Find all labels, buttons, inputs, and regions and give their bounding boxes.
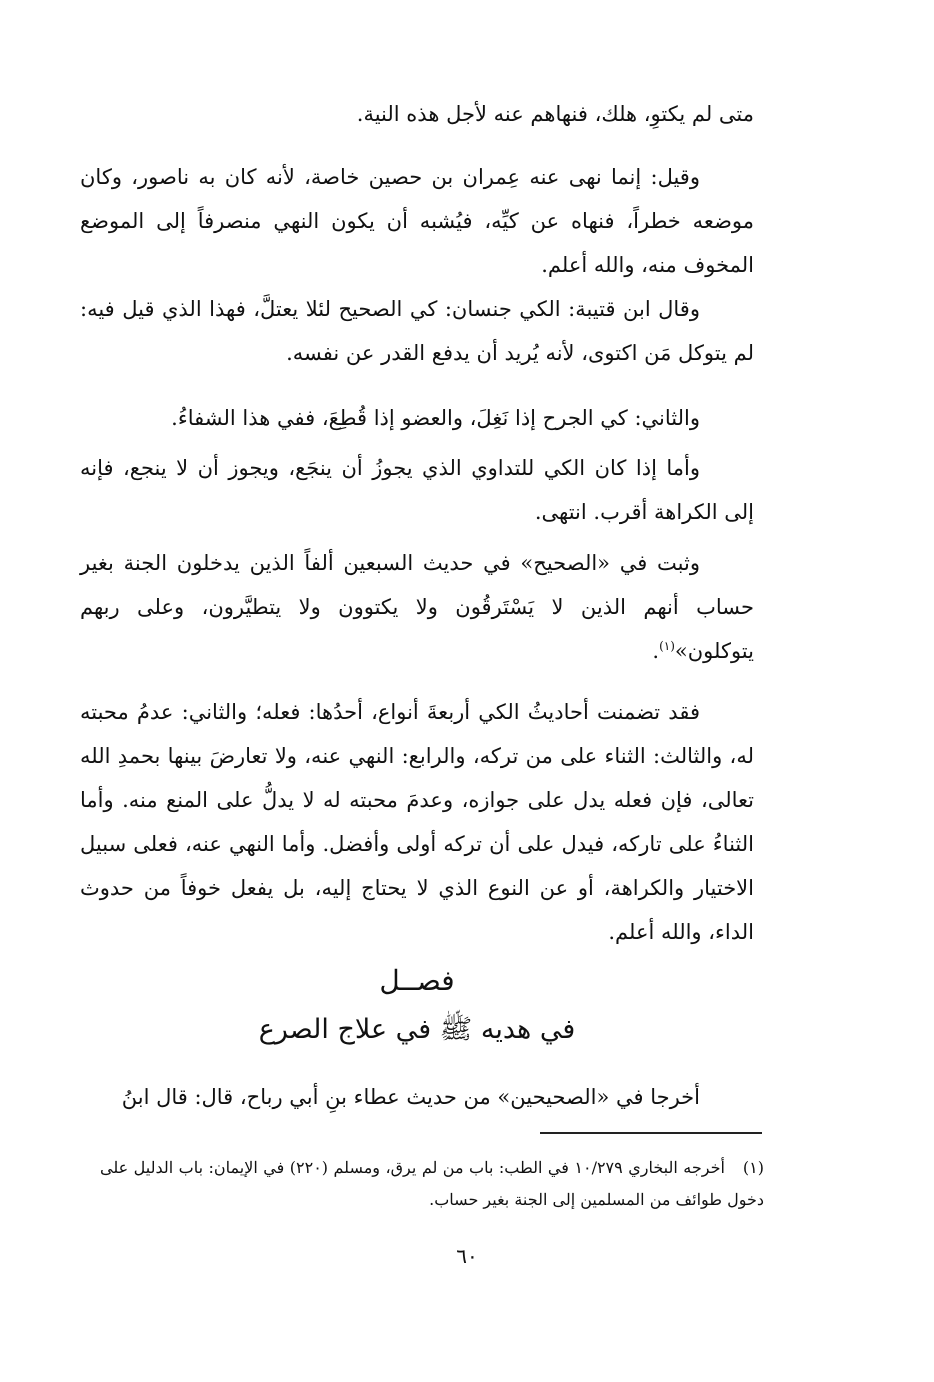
footnote-reference: (١) <box>659 639 675 653</box>
section-subtitle: في هديه ﷺ في علاج الصرع <box>258 1014 576 1045</box>
paragraph-ibn-qutaybah: وقال ابن قتيبة: الكي جنسان: كي الصحيح لئلا يعتلَّ، فهذا الذي قيل فيه: لم يتوكل مَن اكتوى، لأنه يُريد أن يدفع القدر عن نفسه. <box>80 297 754 365</box>
paragraph-epilepsy-hadith: أخرجا في «الصحيحين» من حديث عطاء بنِ أبي رباح، قال: قال ابنُ <box>121 1085 700 1109</box>
paragraph-continuation: متى لم يكتوِ، هلك، فنهاهم عنه لأجل هذه النية. <box>356 102 754 126</box>
paragraph-treatment-cautery: وأما إذا كان الكي للتداوي الذي يجوزُ أن ينجَع، ويجوز أن لا ينجع، فإنه إلى الكراهة أقرب. انتهى. <box>80 456 754 524</box>
section-title: فصــل <box>379 964 455 997</box>
footnote-text: أخرجه البخاري ١٠/٢٧٩ في الطب: باب من لم يرق، ومسلم (٢٢٠) في الإيمان: باب الدليل على دخول طوائف من المسلمين إلى الجنة بغير حساب. <box>100 1158 764 1209</box>
paragraph-seventy-thousand-text: وثبت في «الصحيح» في حديث السبعين ألفاً الذين يدخلون الجنة بغير حساب أنهم الذين لا يَسْتَرقُون ولا يكتوون ولا يتطيَّرون، وعلى ربهم يتوكلون» <box>80 551 754 663</box>
paragraph-second-type: والثاني: كي الجرح إذا نَغِلَ، والعضو إذا قُطِعَ، ففي هذا الشفاءُ. <box>171 406 700 430</box>
paragraph-four-types: فقد تضمنت أحاديثُ الكي أربعةَ أنواع، أحدُها: فعله؛ والثاني: عدمُ محبته له، والثالث: الثناء على من تركه، والرابع: النهي عنه، ولا تعارضَ بينها بحمدِ الله تعالى، فإن فعله يدل على جوازه، وعدمَ محبته له لا يدلُّ على المنع منه. وأما الثناءُ على تاركه، فيدل على أن تركه أولى وأفضل. وأما النهي عنه، فعلى سبيل الاختيار والكراهة، أو عن النوع الذي لا يحتاج إليه، بل يفعل خوفاً من حدوث الداء، والله أعلم. <box>80 700 754 944</box>
page-number: ٦٠ <box>456 1244 478 1268</box>
footnote <box>100 1152 764 1216</box>
paragraph-seventy-thousand: وثبت في «الصحيح» في حديث السبعين ألفاً الذين يدخلون الجنة بغير حساب أنهم الذين لا يَسْتَرقُون ولا يكتوون ولا يتطيَّرون، وعلى ربهم يتوكلون»$^{(١)}$. <box>80 551 754 663</box>
footnote-divider <box>540 1132 762 1134</box>
paragraph-imran-ibn-husain: وقيل: إنما نهى عنه عِمران بن حصين خاصة، لأنه كان به ناصور، وكان موضعه خطراً، فنهاه عن كيِّه، فيُشبه أن يكون النهي منصرفاً إلى الموضع المخوف منه، والله أعلم. <box>80 165 754 277</box>
footnote-number: (١) <box>742 1158 765 1177</box>
